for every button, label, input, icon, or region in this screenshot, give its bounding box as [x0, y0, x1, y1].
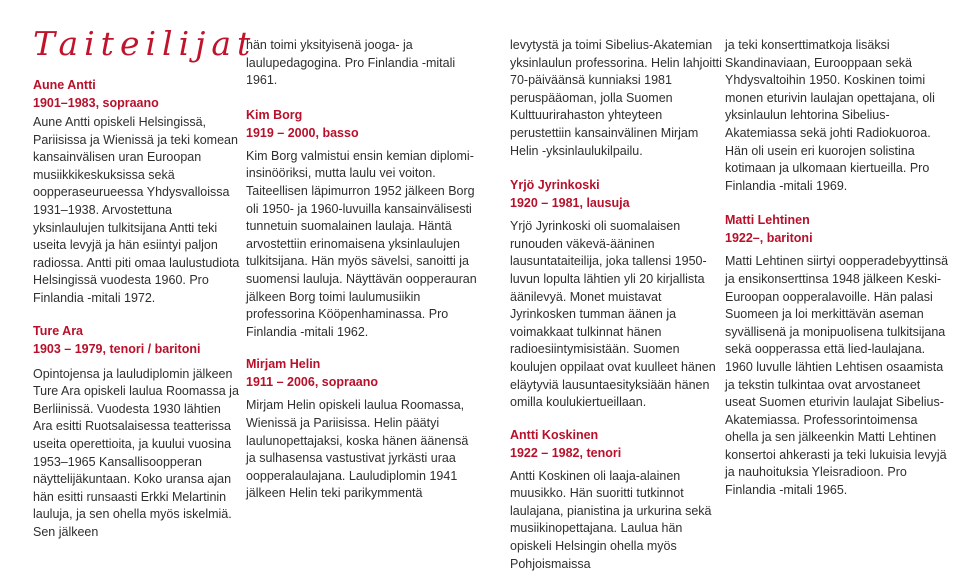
artist-info: 1903 – 1979, tenori / baritoni	[33, 341, 201, 356]
artist-info: 1920 – 1981, lausuja	[510, 196, 630, 211]
artist-ture-ara	[33, 322, 243, 542]
artist-yrjo-jyrinkoski	[510, 176, 725, 412]
bio-continuation: levytystä ja toimi Sibelius-Akatemian yksinlaulun professorina. Helin lahjoitti 70-päiväänsä kunniaksi 1981 peruspääoman, jolla Suomen Kulttuurirahaston yhteyteen perustettiin kansainvälinen Mirjam Helin -yksinlaulukilpailu.	[510, 38, 722, 158]
artist-bio: Yrjö Jyrinkoski oli suomalaisen runouden väkevä-ääninen lausuntataiteilija, joka tallensi 1950-luvun lopulta lähtien yli 20 kirjallista äänilevyä. Monet muistavat Jyrinkosken tumman äänen ja voimakkaat tulkinnat hänen radioesiintymisistään. Suomen koulujen oppilaat ovat kuulleet hänen eläytyviä lausuntaesityksiään hänen omilla koulukiertueillaan.	[510, 219, 716, 410]
column-4	[725, 37, 950, 514]
artist-name: Yrjö Jyrinkoski	[510, 178, 600, 193]
artist-bio: Opintojensa ja lauludiplomin jälkeen Ture Ara opiskeli laulua Roomassa ja Berliinissä. Vuodesta 1930 lähtien Ara esitti Ruotsalaisessa teatterissa useita operettioita, ja kuului vuosina 1953–1965 Kansallisoopperan näyttelijäkuntaan. Koko uransa ajan hän esitti runsaasti Erkki Melartinin lauluja, ja sen ohella myös iskelmiä. Sen jälkeen	[33, 366, 239, 539]
artist-name: Ture Ara	[33, 323, 84, 338]
column-2	[246, 37, 478, 517]
artist-bio: Aune Antti opiskeli Helsingissä, Pariisissa ja Wienissä ja teki komean kansainvälisen uran Euroopan musiikkikeskuksissa sekä oopperaseurueessa Yhdysvalloissa 1931–1938. Arvostettuna yksinlaulujen tulkitsijana Antti teki useita levyjä ja hän esiintyi paljon radiossa. Antti piti omaa laulustudiota Helsingissä vuodesta 1960. Pro Finlandia -mitali 1972.	[33, 115, 240, 305]
artist-name: Matti Lehtinen	[725, 213, 810, 228]
artist-antti-koskinen	[510, 426, 725, 574]
artist-mirjam-helin	[246, 355, 478, 503]
artist-name: Kim Borg	[246, 107, 303, 122]
artist-info: 1922–, baritoni	[725, 231, 813, 246]
column-3	[510, 37, 725, 587]
artist-info: 1901–1983, sopraano	[33, 96, 159, 110]
bio-continuation: ja teki konserttimatkoja lisäksi Skandinaviaan, Eurooppaan sekä Yhdysvaltoihin 1950. Koskinen toimi monen eturivin laulajan opettajana, oli yksinlaulun lehtorina Sibelius-Akatemiassa sekä johti Radiokuoroa. Hän oli usein eri kuorojen solistina kotimaan ja ulkomaan kiertueilla. Pro Finlandia -mitali 1969.	[725, 38, 935, 193]
artist-bio: Antti Koskinen oli laaja-alainen muusikko. Hän suoritti tutkinnot laulajana, pianistina ja urkurina sekä musiikinopettajana. Laulua hän opiskeli Helsingin ohella myös Pohjoismaissa	[510, 468, 712, 571]
artist-matti-lehtinen	[725, 211, 950, 499]
page-heading: Taiteilijat	[33, 24, 257, 63]
artist-name: Antti Koskinen	[510, 427, 599, 442]
bio-continuation: hän toimi yksityisenä jooga- ja laulupedagogina. Pro Finlandia -mitali 1961.	[246, 38, 456, 88]
artist-bio: Matti Lehtinen siirtyi oopperadebyyttinsä ja ensikonserttinsa 1948 jälkeen Keski-Euroopan oopperalavoille. Hän palasi Suomeen ja loi merkittävän aseman syvällisenä ja monipuolisena tulkitsijana sekä oopperassa että lied-laulajana. 1960 luvulle lähtien Lehtisen osaamista ja tekstin tulkintaa ovat arvostaneet useat Suomen eturivin laulajat Sibelius-Akatemiassa. Professorintoimensa ohella ja sen jälkeenkin Matti Lehtinen konsertoi ahkerasti ja teki lukuisia levyjä ja nauhoituksia Yleisradioon. Pro Finlandia -mitali 1965.	[725, 254, 949, 498]
artist-info: 1911 – 2006, sopraano	[246, 375, 379, 390]
artist-bio: Mirjam Helin opiskeli laulua Roomassa, Wienissä ja Pariisissa. Helin päätyi laulunopettajaksi, koska hänen äänensä ja sulhasensa vastustivat jyrkästi uraa oopperalaulajana. Lauludiplomin 1941 jälkeen Helin teki parikymmentä	[246, 398, 469, 501]
artist-info: 1919 – 2000, basso	[246, 125, 359, 140]
artist-kim-borg	[246, 106, 478, 342]
artist-aune-antti	[33, 76, 243, 308]
artist-bio: Kim Borg valmistui ensin kemian diplomi-insinööriksi, mutta laulu vei voiton. Taiteellisen läpimurron 1952 jälkeen Borg oli 1950- ja 1960-luvuilla kansainvälisesti tunnetuin suomalainen laulaja. Häntä arvostettiin erinomaisena yksinlaulujen tulkitsijana. Hän myös sävelsi, sanoitti ja suomensi lauluja. Näyttävän oopperauran jälkeen Borg toimi laulumusiikin professorina Kööpenhaminassa. Pro Finlandia -mitali 1962.	[246, 148, 477, 339]
artist-name: Aune Antti	[33, 78, 96, 92]
artist-name: Mirjam Helin	[246, 357, 321, 372]
artist-info: 1922 – 1982, tenori	[510, 445, 622, 460]
